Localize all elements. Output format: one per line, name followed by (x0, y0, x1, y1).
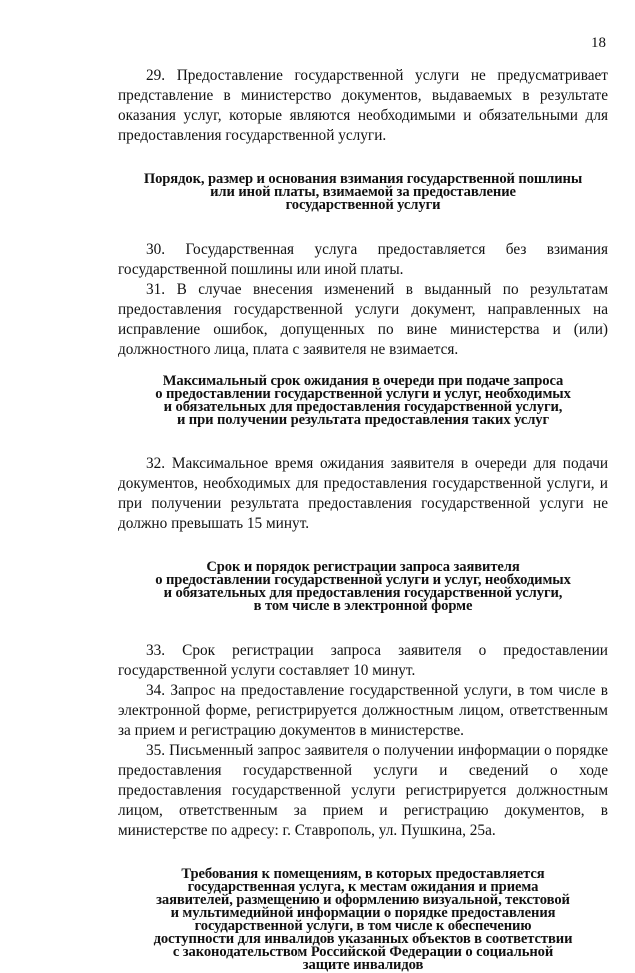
spacer (118, 613, 608, 641)
heading-line: Максимальный срок ожидания в очереди при подаче запроса (162, 373, 564, 389)
paragraph-30: 30. Государственная услуга предоставляется без взимания государственной пошлины или иной платы. (118, 241, 608, 278)
heading-line: государственная услуга, к местам ожидания и приема (187, 879, 539, 895)
paragraph-33: 33. Срок регистрации запроса заявителя о предоставлении государственной услуги составляет 10 минут. (118, 642, 608, 679)
section-heading-state-fee (118, 173, 608, 212)
heading-line: и при получении результата предоставления таких услуг (176, 412, 550, 428)
spacer (118, 534, 608, 561)
spacer (118, 427, 608, 454)
heading-line: доступности для инвалидов указанных объектов в соответствии (153, 931, 573, 947)
heading-line: в том числе в электронной форме (253, 598, 473, 614)
heading-line: с законодательством Российской Федерации о социальной (172, 944, 554, 960)
paragraph-32: 32. Максимальное время ожидания заявителя в очереди для подачи документов, необходимых для предоставления государственной услуги, и при получении результата предоставления государственной услуги не должно превышать 15 минут. (118, 455, 608, 532)
page-number: 18 (591, 35, 606, 51)
heading-line: Порядок, размер и основания взимания государственной пошлины (143, 171, 583, 187)
heading-line: заявителей, размещению и оформлению визуальной, текстовой (156, 892, 570, 908)
heading-line: о предоставлении государственной услуги и услуг, необходимых (155, 386, 571, 402)
heading-line: защите инвалидов (302, 957, 424, 973)
heading-line: государственной услуги (285, 197, 441, 213)
section-heading-premises-requirements (118, 868, 608, 972)
document-body (118, 66, 608, 972)
section-heading-queue-time (118, 375, 608, 427)
section-heading-registration (118, 561, 608, 613)
spacer (118, 841, 608, 868)
paragraph-34: 34. Запрос на предоставление государственной услуги, в том числе в электронной форме, регистрируется должностным лицом, ответственным за прием и регистрацию документов в министерстве. (118, 682, 608, 739)
paragraph-29: 29. Предоставление государственной услуги не предусматривает представление в министерство документов, выдаваемых в результате оказания услуг, которые являются необходимыми и обязательными для предоставления государственной услуги. (118, 67, 608, 144)
paragraph-35: 35. Письменный запрос заявителя о получении информации о порядке предоставления государственной услуги и сведений о ходе предоставления государственной услуги регистрируется должностным лицом, ответственным за прием и регистрацию документов, в министерстве по адресу: г. Ставрополь, ул. Пушкина, 25а. (118, 742, 608, 839)
heading-line: Срок и порядок регистрации запроса заявителя (206, 559, 520, 575)
spacer (118, 146, 608, 173)
heading-line: и мультимедийной информации о порядке предоставления (170, 905, 556, 921)
heading-line: или иной платы, взимаемой за предоставление (210, 184, 516, 200)
spacer (118, 212, 608, 240)
heading-line: Требования к помещениям, в которых предоставляется (181, 866, 545, 882)
heading-line: и обязательных для предоставления государственной услуги, (163, 585, 563, 601)
paragraph-31: 31. В случае внесения изменений в выданный по результатам предоставления государственной услуги документ, направленных на исправление ошибок, допущенных по вине министерства и (или) должностного лица, плата с заявителя не взимается. (118, 281, 608, 358)
heading-line: и обязательных для предоставления государственной услуги, (163, 399, 563, 415)
heading-line: государственной услуги, в том числе к обеспечению (194, 918, 532, 934)
heading-line: о предоставлении государственной услуги и услуг, необходимых (155, 572, 571, 588)
